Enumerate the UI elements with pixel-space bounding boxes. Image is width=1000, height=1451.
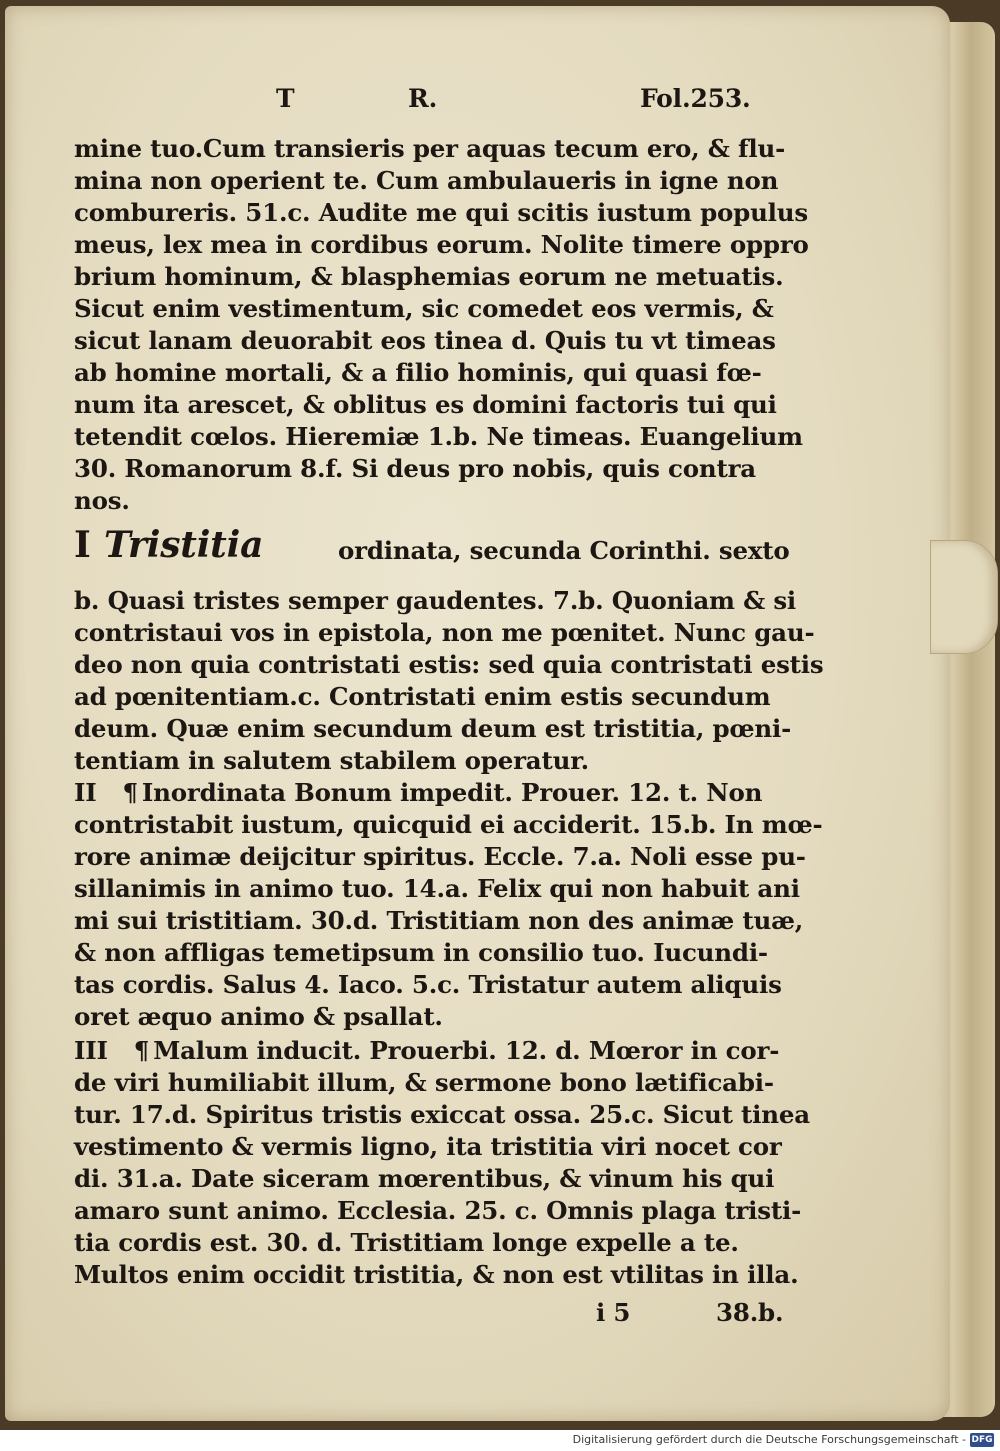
text-line: tentiam in salutem stabilem operatur. xyxy=(74,746,589,775)
text-line: meus, lex mea in cordibus eorum. Nolite timere oppro xyxy=(74,230,809,259)
text-line: contristaui vos in epistola, non me pœnitet. Nunc gau- xyxy=(74,618,815,647)
text-line: de viri humiliabit illum, & sermone bono lætificabi- xyxy=(74,1068,774,1097)
section-number: II xyxy=(74,778,97,807)
text-line: tetendit cœlos. Hieremiæ 1.b. Ne timeas. Euangelium xyxy=(74,422,803,451)
text-line: tur. 17.d. Spiritus tristis exiccat ossa. 25.c. Sicut tinea xyxy=(74,1100,810,1129)
text-line: num ita arescet, & oblitus es domini factoris tui qui xyxy=(74,390,777,419)
digitization-footer xyxy=(0,1430,1000,1451)
text-line: mine tuo.Cum transieris per aquas tecum ero, & flu- xyxy=(74,134,786,163)
dfg-logo-icon: DFG xyxy=(971,1435,993,1445)
text-line: tia cordis est. 30. d. Tristitiam longe expelle a te. xyxy=(74,1228,739,1257)
text-line: deo non quia contristati estis: sed quia contristati estis xyxy=(74,650,824,679)
text-line: sicut lanam deuorabit eos tinea d. Quis tu vt timeas xyxy=(74,326,776,355)
thumb-index-tab xyxy=(930,540,998,654)
section-first-line xyxy=(74,1036,779,1065)
text-line: di. 31.a. Date siceram mœrentibus, & vinum his qui xyxy=(74,1164,775,1193)
catchword: 38.b. xyxy=(716,1298,784,1327)
folio-number: Fol.253. xyxy=(640,84,751,113)
section-first-line xyxy=(74,778,762,807)
section-lead: Malum inducit. Prouerbi. 12. d. Mœror in cor- xyxy=(153,1036,780,1065)
text-line: deum. Quæ enim secundum deum est tristitia, pœni- xyxy=(74,714,792,743)
entry-title-continuation: ordinata, secunda Corinthi. sexto xyxy=(338,536,790,565)
text-line: rore animæ deijcitur spiritus. Eccle. 7.a. Noli esse pu- xyxy=(74,842,806,871)
signature-mark: i 5 xyxy=(596,1298,631,1327)
funding-credit: Digitalisierung gefördert durch die Deutsche Forschungsgemeinschaft - xyxy=(572,1433,966,1446)
section-number: III xyxy=(74,1036,108,1065)
entry-title: Tristitia xyxy=(104,524,264,566)
running-head-letter-2: R. xyxy=(408,84,438,113)
text-line: brium hominum, & blasphemias eorum ne metuatis. xyxy=(74,262,784,291)
text-line: combureris. 51.c. Audite me qui scitis iustum populus xyxy=(74,198,808,227)
text-line: & non affligas temetipsum in consilio tuo. Iucundi- xyxy=(74,938,768,967)
text-line: Sicut enim vestimentum, sic comedet eos vermis, & xyxy=(74,294,774,323)
text-line: amaro sunt animo. Ecclesia. 25. c. Omnis plaga tristi- xyxy=(74,1196,802,1225)
running-head-letter: T xyxy=(276,84,295,113)
section-number: I xyxy=(74,524,91,566)
text-line: contristabit iustum, quicquid ei acciderit. 15.b. In mœ- xyxy=(74,810,823,839)
text-line: tas cordis. Salus 4. Iaco. 5.c. Tristatur autem aliquis xyxy=(74,970,782,999)
text-line: b. Quasi tristes semper gaudentes. 7.b. Quoniam & si xyxy=(74,586,797,615)
text-line: mi sui tristitiam. 30.d. Tristitiam non des animæ tuæ, xyxy=(74,906,804,935)
text-line: ab homine mortali, & a filio hominis, qui quasi fœ- xyxy=(74,358,762,387)
text-line: oret æquo animo & psallat. xyxy=(74,1002,443,1031)
text-line: nos. xyxy=(74,486,130,515)
text-line: Multos enim occidit tristitia, & non est vtilitas in illa. xyxy=(74,1260,799,1289)
paragraph-mark: ¶ xyxy=(133,1036,150,1065)
text-line: sillanimis in animo tuo. 14.a. Felix qui non habuit ani xyxy=(74,874,800,903)
text-line: vestimento & vermis ligno, ita tristitia viri nocet cor xyxy=(74,1132,782,1161)
text-line: ad pœnitentiam.c. Contristati enim estis secundum xyxy=(74,682,771,711)
text-line: mina non operient te. Cum ambulaueris in igne non xyxy=(74,166,779,195)
text-line: 30. Romanorum 8.f. Si deus pro nobis, quis contra xyxy=(74,454,756,483)
paragraph-mark: ¶ xyxy=(122,778,138,807)
section-lead: Inordinata Bonum impedit. Prouer. 12. t. Non xyxy=(141,778,763,807)
